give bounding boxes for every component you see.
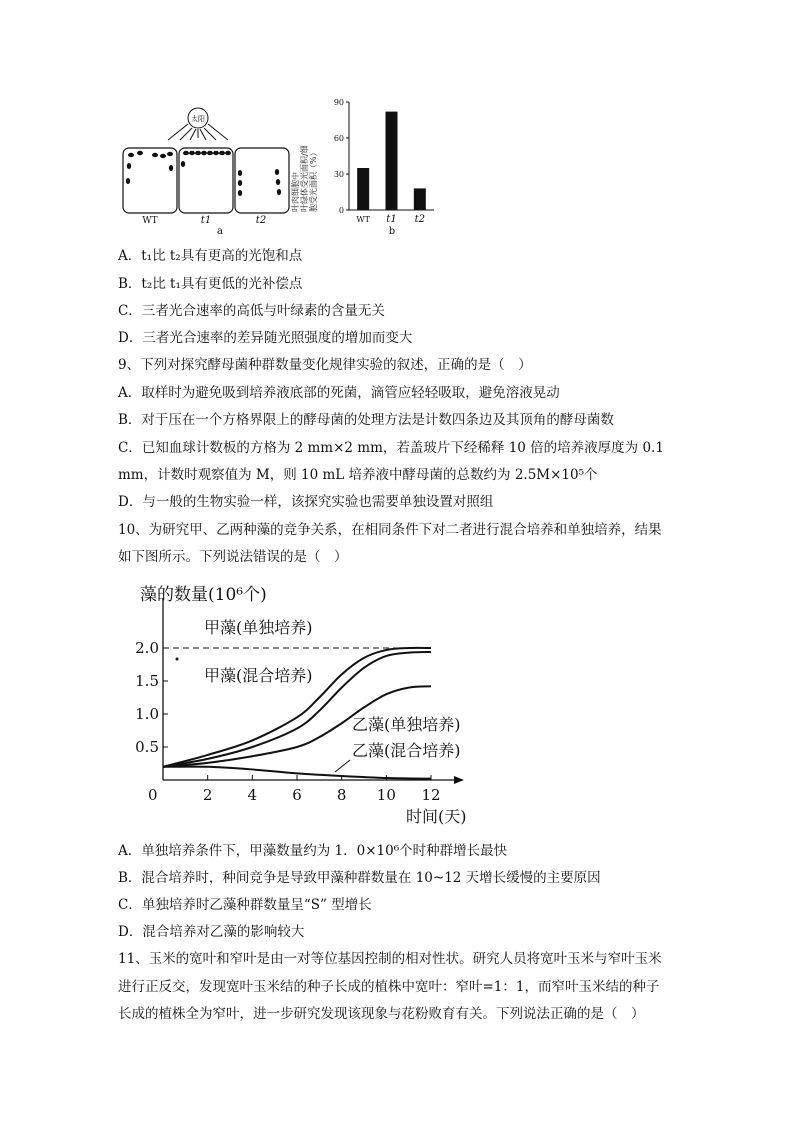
q9-option-c-line2: mm，计数时观察值为 M，则 10 mL 培养液中酵母菌的总数约为 2.5M×10⁵个 bbox=[118, 467, 598, 483]
figure-chloroplast-cells bbox=[118, 104, 296, 236]
q10-stem-line1: 10、为研究甲、乙两种藻的竞争关系，在相同条件下对二者进行混合培养和单独培养，结果 bbox=[118, 522, 662, 538]
caption-a: a bbox=[217, 226, 223, 236]
cell-t2 bbox=[235, 148, 289, 213]
caption-b: b bbox=[388, 226, 396, 236]
growth-xtick-label: 12 bbox=[421, 786, 441, 804]
growth-xtick-label: 10 bbox=[376, 786, 396, 804]
q9-option-a: A．取样时为避免吸到培养液底部的死菌，滴管应轻轻吸取，避免溶液晃动 bbox=[118, 385, 560, 401]
growth-curve-chart bbox=[130, 578, 480, 828]
bar-ylabel-line2: 胞受光面积（%） bbox=[309, 148, 318, 212]
bar-ylabel bbox=[290, 145, 318, 212]
q9-option-b: B．对于压在一个方格界限上的酵母菌的处理方法是计数四条边及其顶角的酵母菌数 bbox=[118, 412, 614, 428]
q9-option-d: D．与一般的生物实验一样，该探究实验也需要单独设置对照组 bbox=[118, 494, 494, 510]
bar-chart-b bbox=[282, 94, 442, 236]
growth-xtick-label: 6 bbox=[292, 786, 302, 804]
bar-wt bbox=[357, 168, 369, 210]
growth-xtick-label: 8 bbox=[336, 786, 347, 804]
q9-option-c-line1: C．已知血球计数板的方格为 2 mm×2 mm，若盖玻片下经稀释 10 倍的培养液厚度为 0.1 bbox=[118, 440, 664, 456]
cell-label-t2: t2 bbox=[255, 215, 267, 226]
growth-ylabel: 藻的数量(10⁶个) bbox=[140, 585, 267, 605]
growth-xlabel: 时间(天) bbox=[406, 807, 467, 826]
label-jia-single: 甲藻(单独培养) bbox=[204, 618, 313, 637]
growth-ytick-label: 1.0 bbox=[135, 705, 159, 723]
bar-ytick-label: 30 bbox=[333, 170, 344, 179]
bar-t1 bbox=[386, 112, 398, 210]
growth-xtick-label: 2 bbox=[202, 786, 213, 804]
bar-t2 bbox=[414, 188, 426, 210]
q8-option-a: A．t₁比 t₂具有更高的光饱和点 bbox=[118, 248, 303, 264]
q8-option-c: C．三者光合速率的高低与叶绿素的含量无关 bbox=[118, 303, 385, 319]
chloroplasts-wt bbox=[126, 151, 173, 184]
q11-line2: 进行正反交，发现宽叶玉米结的种子长成的植株中宽叶：窄叶=1：1，而窄叶玉米结的种子 bbox=[118, 979, 660, 995]
q10-option-c: C．单独培养时乙藻种群数量呈“S” 型增长 bbox=[118, 897, 372, 913]
q11-line3: 长成的植株全为窄叶，进一步研究发现该现象与花粉败育有关。下列说法正确的是（ ） bbox=[118, 1006, 645, 1022]
bar-ylabel-line1: 叶绿体受光面积/细 bbox=[300, 145, 309, 212]
growth-ytick-label: 2.0 bbox=[135, 639, 159, 657]
q8-option-d: D．三者光合速率的差异随光照强度的增加而变大 bbox=[118, 330, 413, 346]
cell-label-wt: WT bbox=[142, 216, 158, 226]
q11-line1: 11、玉米的宽叶和窄叶是由一对等位基因控制的相对性状。研究人员将宽叶玉米与窄叶玉米 bbox=[118, 951, 662, 967]
bar-ytick-label: 90 bbox=[333, 98, 344, 107]
label-yi-mixed-pointer bbox=[335, 760, 350, 772]
bar-category-label: WT bbox=[356, 215, 370, 224]
cell-t1 bbox=[179, 148, 233, 213]
sun-icon bbox=[168, 108, 228, 140]
q10-option-b: B．混合培养时，种间竞争是导致甲藻种群数量在 10~12 天增长缓慢的主要原因 bbox=[118, 870, 601, 886]
q10-option-a: A．单独培养条件下，甲藻数量约为 1．0×10⁶个时种群增长最快 bbox=[118, 843, 508, 859]
growth-origin: 0 bbox=[148, 786, 158, 804]
label-yi-mixed: 乙藻(混合培养) bbox=[352, 741, 461, 760]
sun-label: 太阳 bbox=[191, 115, 205, 123]
q9-stem: 9、下列对探究酵母菌种群数量变化规律实验的叙述，正确的是（ ） bbox=[118, 357, 532, 373]
bar-ylabel-side: 叶肉细胞中 bbox=[291, 172, 300, 212]
label-jia-mixed: 甲藻(混合培养) bbox=[204, 666, 313, 685]
chloroplasts-t2 bbox=[238, 169, 281, 196]
cell-label-t1: t1 bbox=[200, 215, 212, 226]
bar-category-label: t1 bbox=[386, 214, 397, 225]
cell-wt bbox=[123, 148, 177, 213]
label-yi-single: 乙藻(单独培养) bbox=[352, 715, 461, 734]
bar-ytick-label: 60 bbox=[333, 134, 344, 143]
bar-ytick-label: 0 bbox=[338, 206, 344, 215]
bar-category-label: t2 bbox=[414, 214, 426, 225]
q10-stem-line2: 如下图所示。下列说法错误的是（ ） bbox=[118, 549, 348, 565]
chloroplasts-t1 bbox=[181, 151, 231, 167]
growth-ytick-label: 1.5 bbox=[135, 672, 159, 690]
x-axis-arrow bbox=[454, 776, 464, 784]
growth-xtick-label: 4 bbox=[247, 786, 258, 804]
q8-option-b: B．t₂比 t₁具有更低的光补偿点 bbox=[118, 276, 303, 292]
stray-dot bbox=[176, 658, 179, 661]
growth-ytick-label: 0.5 bbox=[135, 738, 159, 756]
q10-option-d: D．混合培养对乙藻的影响较大 bbox=[118, 924, 305, 940]
